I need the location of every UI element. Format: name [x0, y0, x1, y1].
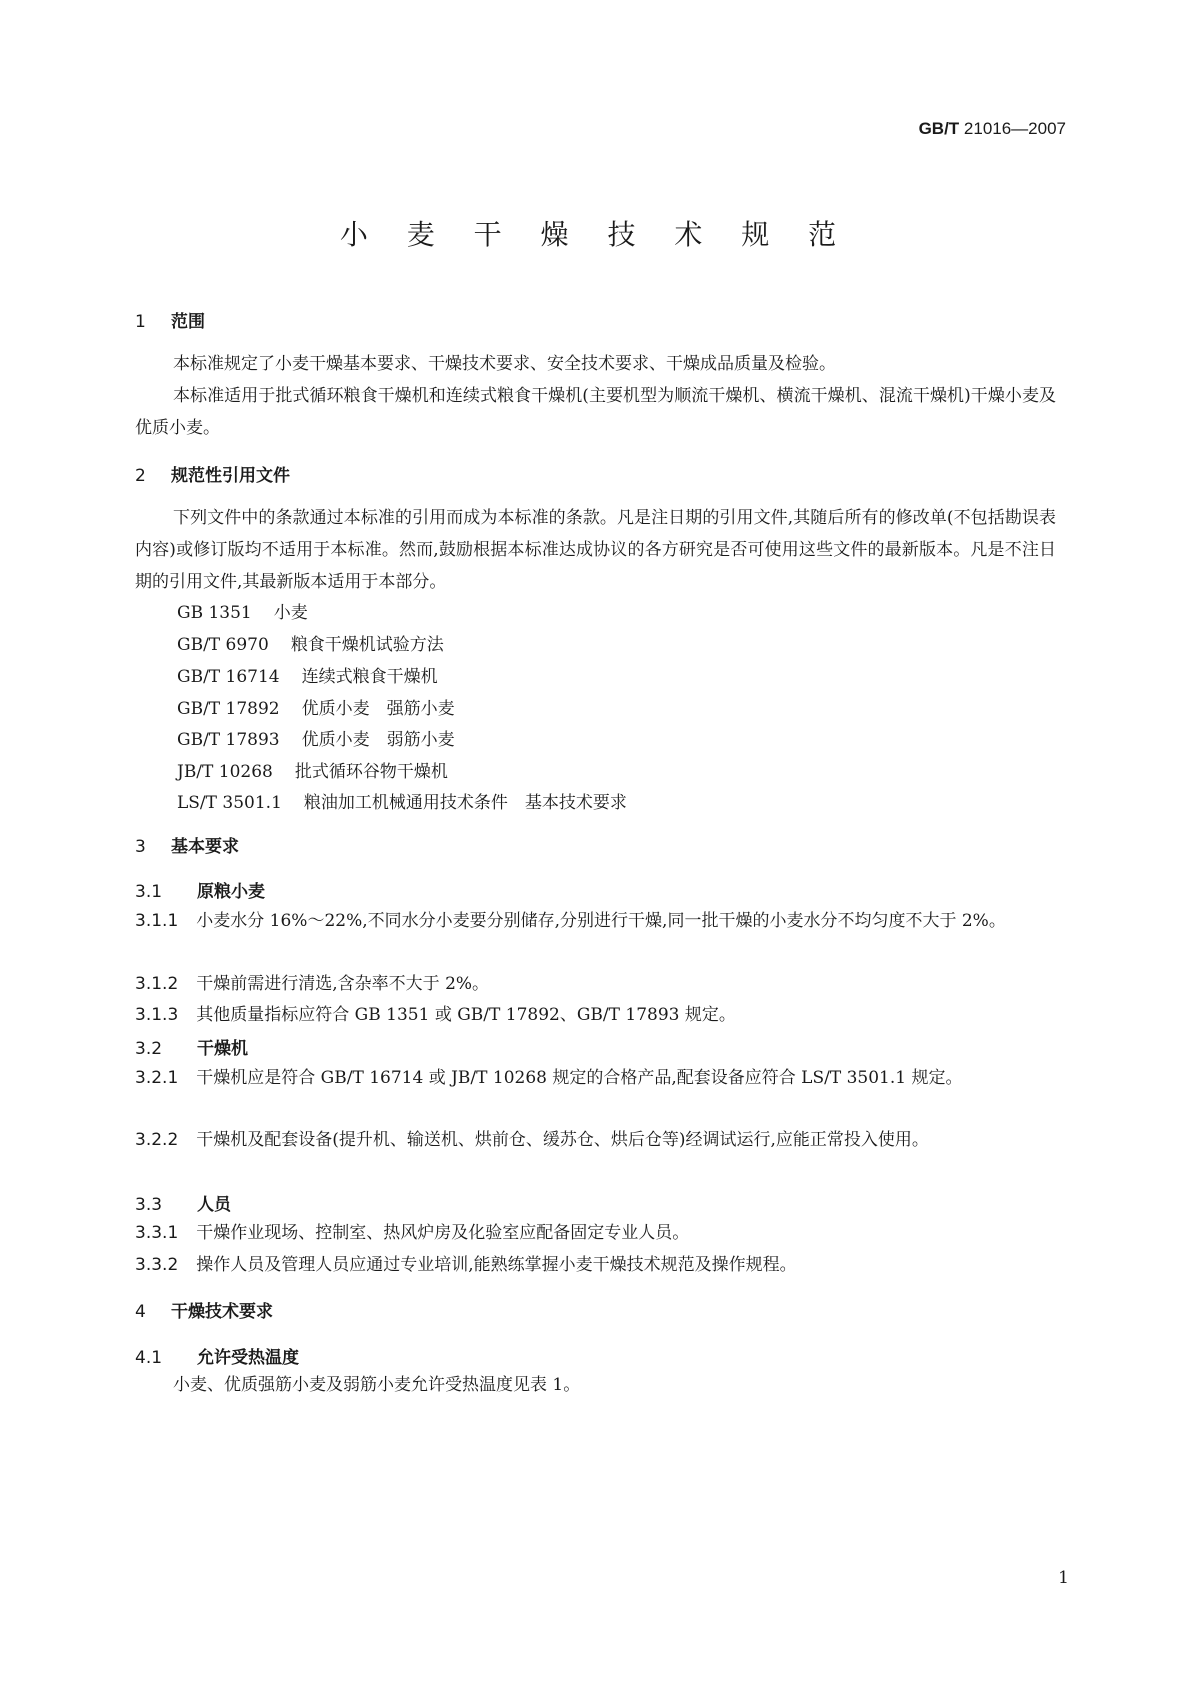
- subsection-3-3-heading: [135, 1190, 231, 1215]
- subsection-3-2-heading: [135, 1034, 248, 1059]
- clause-number: 3.2.1: [135, 1068, 179, 1088]
- clause-number: 3.1.2: [135, 974, 179, 994]
- clause-text: 干燥机及配套设备(提升机、输送机、烘前仓、缓苏仓、烘后仓等)经调试运行,应能正常投入使用。: [196, 1130, 929, 1150]
- subsection-title: 原粮小麦: [197, 882, 265, 902]
- standard-code-prefix: GB/T: [918, 119, 960, 138]
- reference-name: 连续式粮食干燥机: [301, 667, 438, 687]
- clause-text: 干燥前需进行清选,含杂率不大于 2%。: [196, 974, 490, 994]
- standard-code: [919, 119, 1066, 139]
- subsection-3-1-heading: [135, 877, 265, 902]
- reference-item: [177, 694, 455, 719]
- reference-name: 优质小麦 弱筋小麦: [301, 730, 455, 750]
- section-1-paragraph-1: 本标准规定了小麦干燥基本要求、干燥技术要求、安全技术要求、干燥成品质量及检验。: [173, 354, 836, 374]
- reference-item: [177, 630, 444, 655]
- reference-name: 粮食干燥机试验方法: [290, 635, 444, 655]
- clause-text: 其他质量指标应符合 GB 1351 或 GB/T 17892、GB/T 17893 规定。: [196, 1005, 736, 1025]
- section-1-paragraph-2: 本标准适用于批式循环粮食干燥机和连续式粮食干燥机(主要机型为顺流干燥机、横流干燥机、混流干燥机)干燥小麦及优质小麦。: [135, 386, 1056, 438]
- section-number: 3: [135, 837, 146, 857]
- reference-name: 小麦: [273, 603, 308, 623]
- clause-number: 3.1.1: [135, 911, 179, 931]
- section-title: 范围: [171, 312, 205, 332]
- reference-code: JB/T 10268: [177, 762, 273, 782]
- subsection-number: 4.1: [135, 1348, 163, 1368]
- clause-3-2-1: [135, 1062, 1056, 1094]
- section-4-paragraph-1: 小麦、优质强筋小麦及弱筋小麦允许受热温度见表 1。: [173, 1375, 581, 1395]
- subsection-4-1-heading: [135, 1343, 299, 1368]
- subsection-number: 3.3: [135, 1195, 163, 1215]
- section-title: 基本要求: [171, 837, 239, 857]
- section-2-heading: [135, 461, 290, 486]
- clause-text: 操作人员及管理人员应通过专业培训,能熟练掌握小麦干燥技术规范及操作规程。: [196, 1255, 797, 1275]
- reference-item: [177, 662, 438, 687]
- clause-3-3-2: [135, 1249, 1056, 1281]
- subsection-title: 人员: [197, 1195, 231, 1215]
- clause-number: 3.3.1: [135, 1223, 179, 1243]
- reference-item: [177, 788, 627, 813]
- section-title: 规范性引用文件: [171, 466, 290, 486]
- clause-3-3-1: [135, 1217, 1056, 1249]
- clause-3-1-3: [135, 999, 1056, 1031]
- section-3-heading: [135, 832, 239, 857]
- reference-name: 优质小麦 强筋小麦: [301, 699, 455, 719]
- standard-code-number: 21016—2007: [963, 119, 1066, 138]
- clause-number: 3.3.2: [135, 1255, 179, 1275]
- reference-code: GB/T 6970: [177, 635, 269, 655]
- reference-name: 粮油加工机械通用技术条件 基本技术要求: [303, 793, 627, 813]
- section-number: 4: [135, 1302, 146, 1322]
- clause-text: 干燥作业现场、控制室、热风炉房及化验室应配备固定专业人员。: [196, 1223, 690, 1243]
- subsection-title: 干燥机: [197, 1039, 248, 1059]
- document-title: 小 麦 干 燥 技 术 规 范: [339, 218, 852, 251]
- reference-code: GB/T 17892: [177, 699, 280, 719]
- subsection-number: 3.2: [135, 1039, 163, 1059]
- clause-text: 干燥机应是符合 GB/T 16714 或 JB/T 10268 规定的合格产品,配套设备应符合 LS/T 3501.1 规定。: [196, 1068, 963, 1088]
- reference-item: [177, 725, 455, 750]
- reference-name: 批式循环谷物干燥机: [294, 762, 448, 782]
- reference-code: GB 1351: [177, 603, 252, 623]
- page-number: 1: [1058, 1568, 1069, 1588]
- clause-number: 3.2.2: [135, 1130, 179, 1150]
- subsection-title: 允许受热温度: [197, 1348, 299, 1368]
- section-4-heading: [135, 1297, 273, 1322]
- reference-code: LS/T 3501.1: [177, 793, 282, 813]
- clause-number: 3.1.3: [135, 1005, 179, 1025]
- clause-3-1-2: [135, 968, 1056, 1000]
- clause-text: 小麦水分 16%～22%,不同水分小麦要分别储存,分别进行干燥,同一批干燥的小麦水分不均匀度不大于 2%。: [196, 911, 1006, 931]
- section-2-paragraph-1: 下列文件中的条款通过本标准的引用而成为本标准的条款。凡是注日期的引用文件,其随后所有的修改单(不包括勘误表内容)或修订版均不适用于本标准。然而,鼓励根据本标准达成协议的各方研究是否可使用这些文件的最新版本。凡是不注日期的引用文件,其最新版本适用于本部分。: [135, 508, 1056, 592]
- section-1-heading: [135, 307, 205, 332]
- reference-item: [177, 598, 308, 623]
- section-title: 干燥技术要求: [171, 1302, 273, 1322]
- section-number: 1: [135, 312, 146, 332]
- subsection-number: 3.1: [135, 882, 163, 902]
- reference-code: GB/T 17893: [177, 730, 280, 750]
- reference-code: GB/T 16714: [177, 667, 280, 687]
- clause-3-1-1: [135, 905, 1056, 937]
- clause-3-2-2: [135, 1124, 1056, 1156]
- reference-item: [177, 757, 448, 782]
- section-number: 2: [135, 466, 146, 486]
